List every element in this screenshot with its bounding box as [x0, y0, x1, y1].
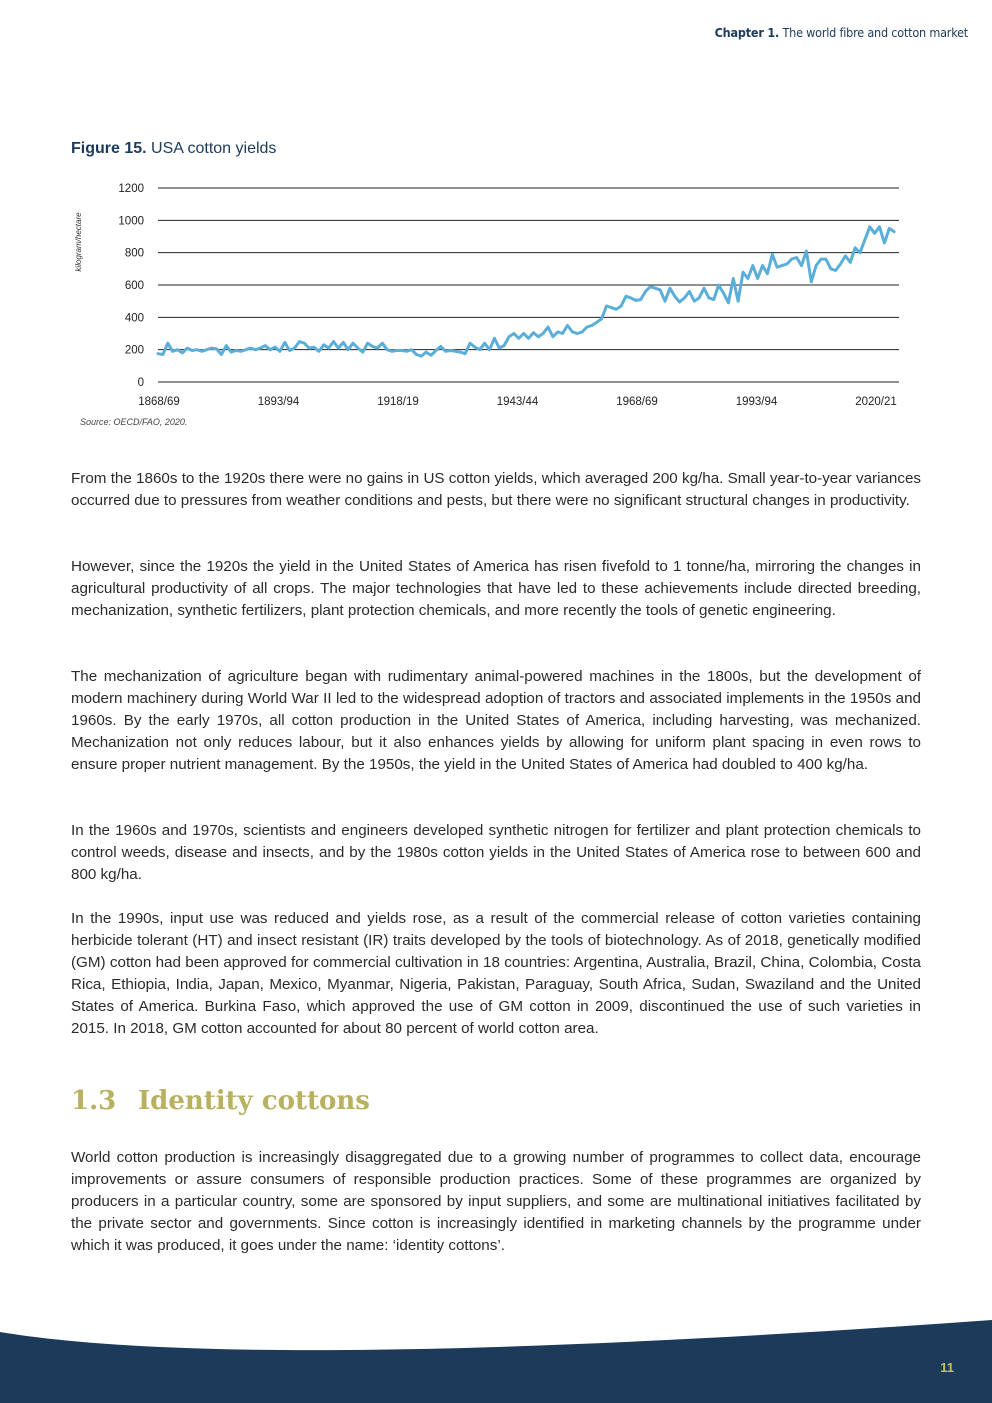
x-tick-label: 1943/44	[496, 396, 539, 408]
y-axis-label: kilogram/hectare	[74, 212, 83, 272]
chapter-title: The world fibre and cotton market	[782, 25, 968, 40]
y-tick-label: 200	[124, 344, 144, 357]
figure-title: USA cotton yields	[151, 140, 277, 157]
paragraph-5: In the 1990s, input use was reduced and yields rose, as a result of the commercial release of cotton varieties containing herbicide tolerant (HT) and insect resistant (IR) traits developed by the tools of biotechnology. As of 2018, genetically modified (GM) cotton had been approved for commercial cultivation in 18 countries: Argentina, Australia, Brazil, China, Colombia, Costa Rica, Ethiopia, India, Japan, Mexico, Myanmar, Nigeria, Pakistan, Paraguay, South Africa, Sudan, Swaziland and the United States of America. Burkina Faso, which approved the use of GM cotton in 2009, discontinued the use of such varieties in 2015. In 2018, GM cotton accounted for about 80 percent of world cotton area.	[71, 910, 921, 1037]
footer-wave	[0, 1320, 992, 1403]
x-tick-label: 2020/21	[855, 396, 897, 408]
chapter-label: Chapter 1.	[714, 25, 780, 40]
paragraph-3: The mechanization of agriculture began with rudimentary animal-powered machines in the 1800s, but the development of modern machinery during World War II led to the widespread adoption of tractors and associated implements in the 1950s and 1960s. By the early 1970s, all cotton production in the United States of America, including harvesting, was mechanized. Mechanization not only reduces labour, but it also enhances yields by allowing for uniform plant spacing in even rows to ensure proper nutrient management. By the 1950s, the yield in the United States of America had doubled to 400 kg/ha.	[71, 668, 921, 773]
section-title: Identity cottons	[138, 1086, 370, 1116]
section-paragraph: World cotton production is increasingly disaggregated due to a growing number of programmes to collect data, encourage improvements or assure consumers of responsible production practices. Some of these programmes are organized by producers in a particular country, some are sponsored by input suppliers, and some are multinational initiatives facilitated by the private sector and governments. Since cotton is increasingly identified in marketing channels by the programme under which it was produced, it goes under the name: ‘identity cottons’.	[71, 1149, 921, 1254]
y-tick-label: 1000	[118, 215, 144, 228]
section-number: 1.3	[71, 1086, 117, 1116]
chart-gridlines	[158, 188, 899, 382]
y-tick-label: 400	[124, 312, 144, 325]
section-heading	[71, 1086, 370, 1116]
y-tick-label: 1200	[118, 183, 144, 195]
y-tick-label: 800	[124, 247, 144, 260]
x-tick-label: 1918/19	[377, 396, 419, 408]
x-tick-label: 1868/69	[138, 396, 180, 408]
figure-caption	[71, 140, 276, 158]
y-tick-labels	[118, 183, 144, 389]
paragraph-1: From the 1860s to the 1920s there were no gains in US cotton yields, which averaged 200 kg/ha. Small year-to-year variances occurred due to pressures from weather conditions and pests, but there were no significant structural changes in productivity.	[71, 470, 921, 509]
yield-line-chart	[0, 170, 992, 415]
x-tick-label: 1993/94	[735, 396, 778, 408]
paragraph-2: However, since the 1920s the yield in the United States of America has risen fivefold to 1 tonne/ha, mirroring the changes in agricultural productivity of all crops. The major technologies that have led to these achievements include directed breeding, mechanization, synthetic fertilizers, plant protection chemicals, and more recently the tools of genetic engineering.	[71, 558, 921, 619]
paragraph-4: In the 1960s and 1970s, scientists and engineers developed synthetic nitrogen for fertilizer and plant protection chemicals to control weeds, disease and insects, and by the 1980s cotton yields in the United States of America rose to between 600 and 800 kg/ha.	[71, 822, 921, 883]
x-tick-label: 1968/69	[616, 396, 658, 408]
x-tick-label: 1893/94	[257, 396, 300, 408]
figure-label: Figure 15.	[71, 140, 147, 157]
running-header	[715, 25, 968, 40]
y-tick-label: 600	[124, 280, 144, 292]
x-tick-labels	[138, 396, 897, 408]
y-tick-label: 0	[137, 377, 144, 389]
chart-source-note: Source: OECD/FAO, 2020.	[80, 417, 188, 427]
series-line-usa-yield	[158, 227, 894, 356]
page-number: 11	[940, 1360, 954, 1375]
